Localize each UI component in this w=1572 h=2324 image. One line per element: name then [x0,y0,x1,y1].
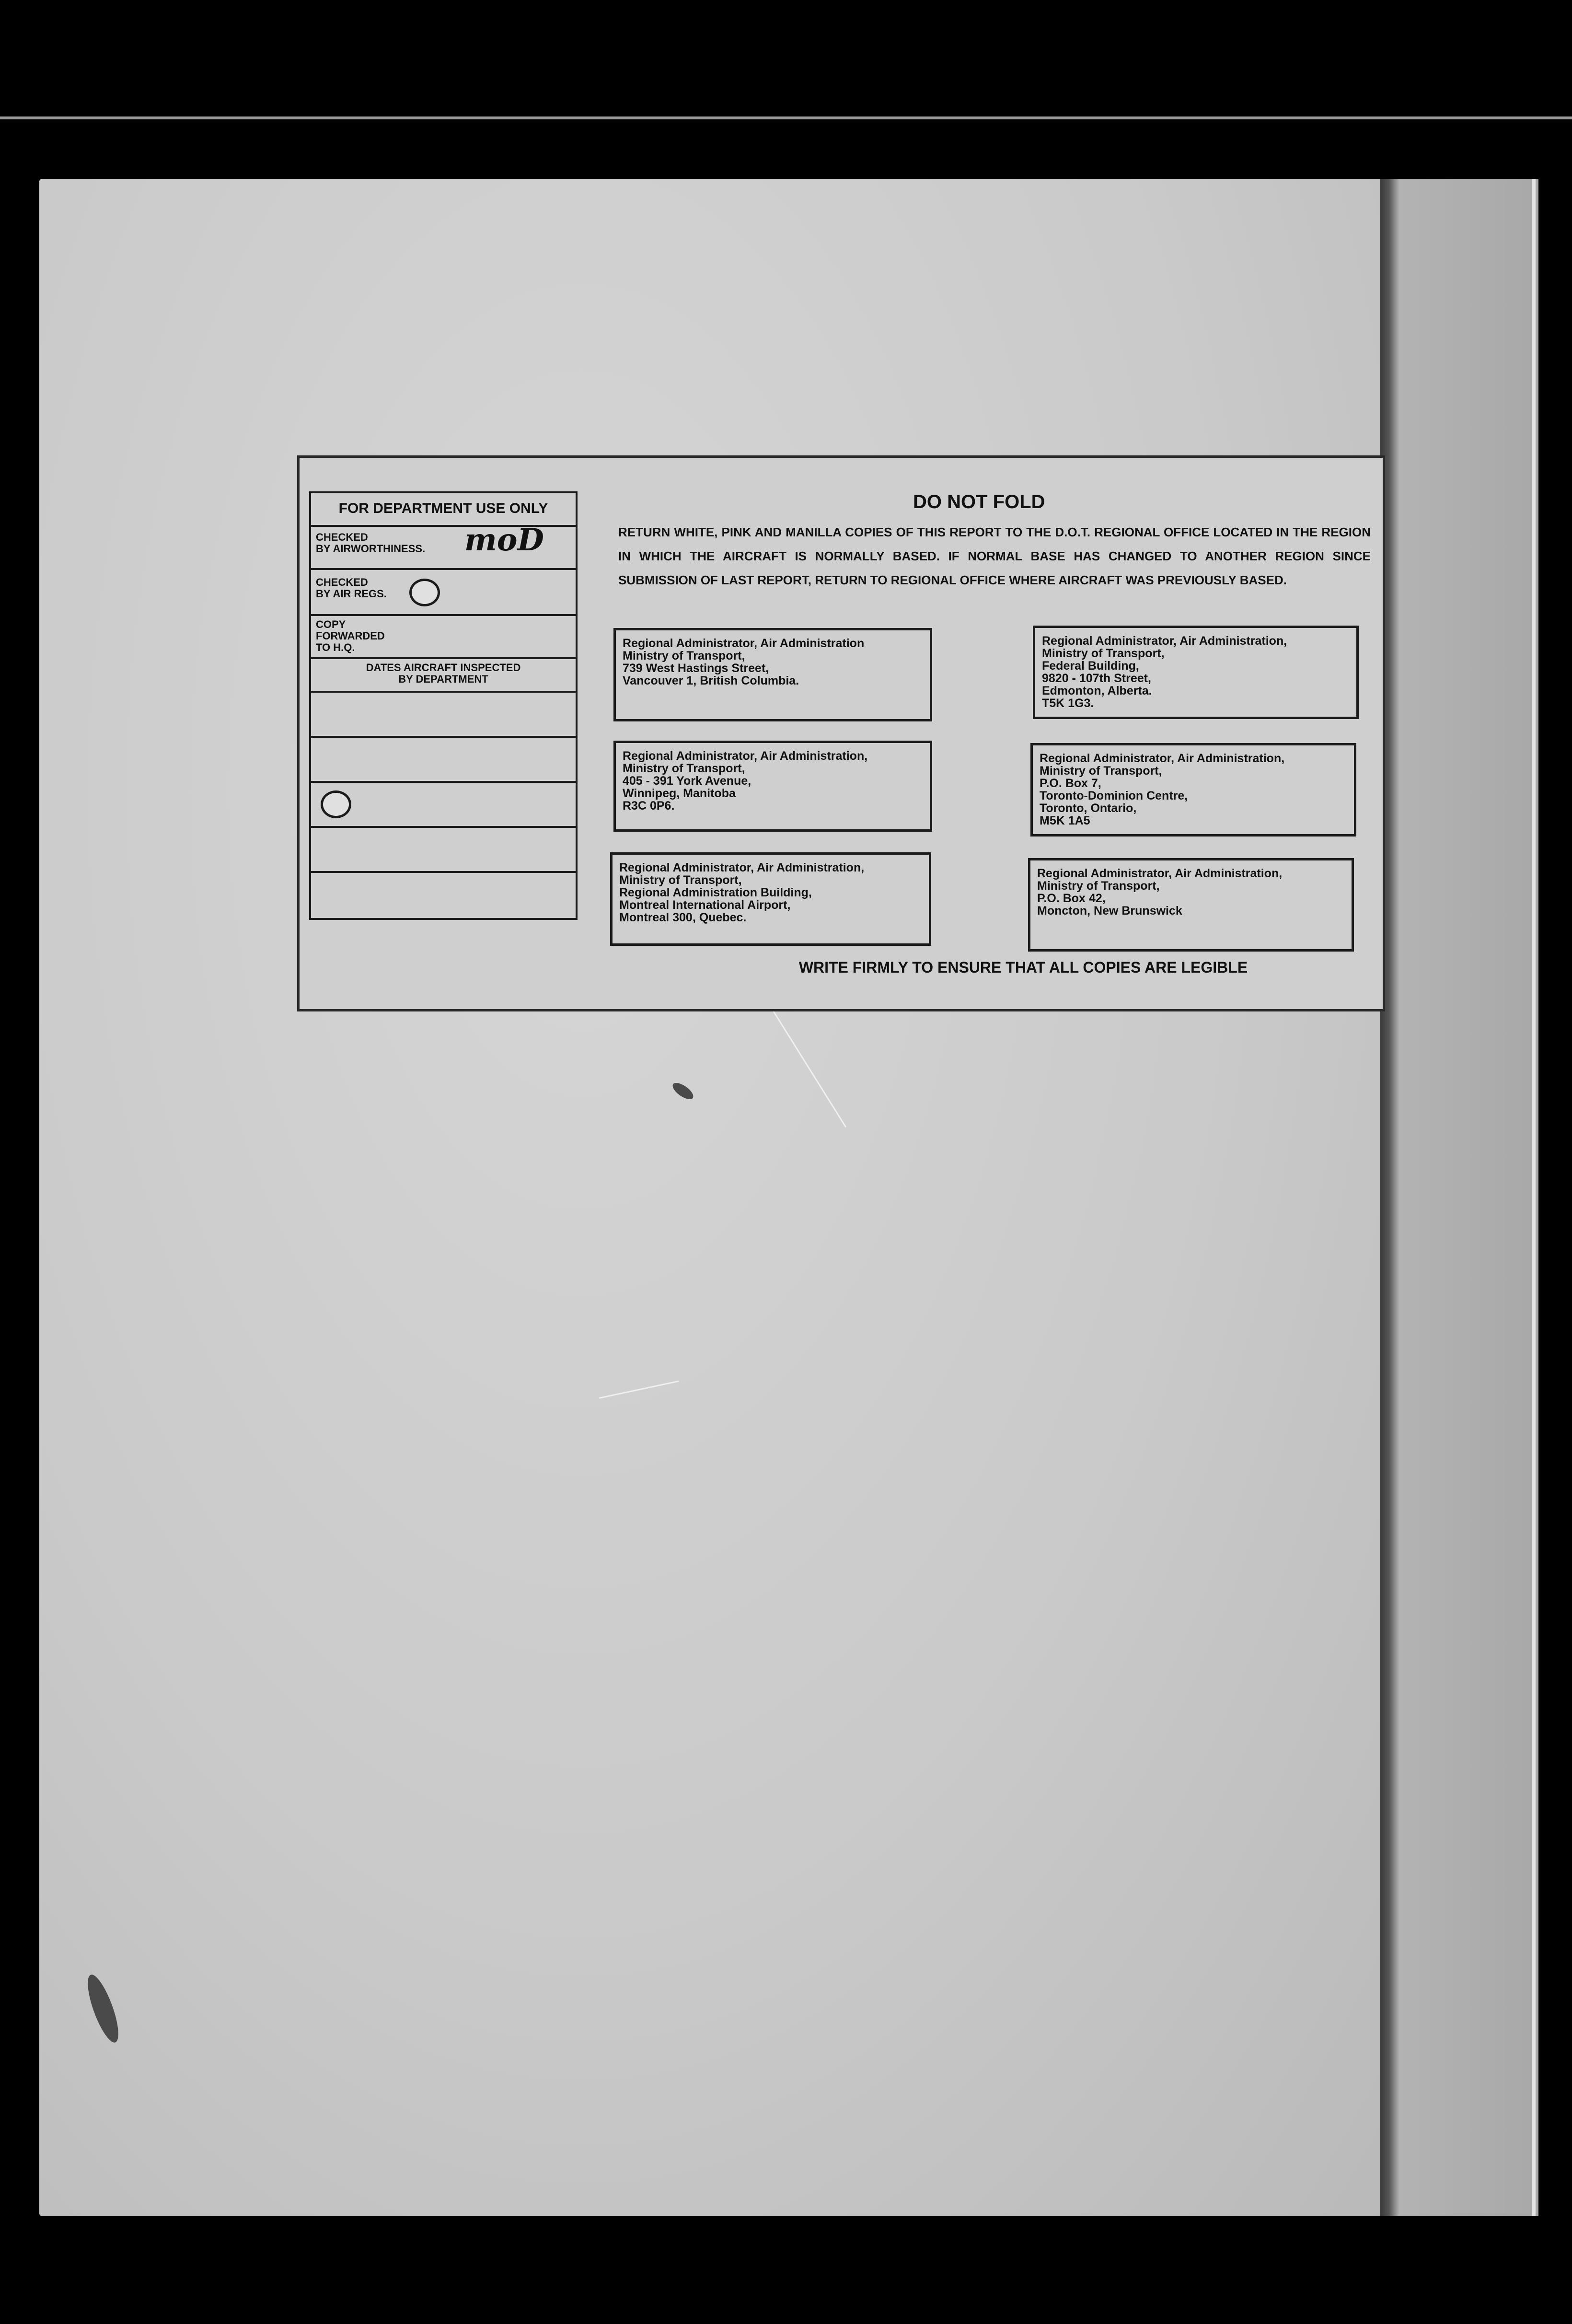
legibility-note: WRITE FIRMLY TO ENSURE THAT ALL COPIES ARE LEGIBLE [798,959,1248,976]
inspection-date-row [311,738,576,783]
inspection-date-row [311,783,576,828]
inspection-date-row [311,828,576,873]
checked-airworthiness-row: CHECKED BY AIRWORTHINESS. moD [311,527,576,570]
address-box-moncton: Regional Administrator, Air Administration, Ministry of Transport, P.O. Box 42, Moncton, New Brunswick [1028,858,1354,952]
sheet-edge [1380,179,1538,2216]
copy-forwarded-row: COPY FORWARDED TO H.Q. [311,616,576,659]
checked-air-regs-row: CHECKED BY AIR REGS. [311,570,576,616]
address-box-edmonton: Regional Administrator, Air Administration, Ministry of Transport, Federal Building, 9820 - 107th Street, Edmonton, Alberta. T5K 1G3. [1033,626,1359,719]
handwritten-initials: moD [464,522,544,558]
address-box-toronto: Regional Administrator, Air Administration, Ministry of Transport, P.O. Box 7, Toronto-Dominion Centre, Toronto, Ontario, M5K 1A5 [1030,743,1356,837]
punch-hole [321,790,351,818]
department-use-box [309,491,578,920]
inspection-date-row [311,873,576,918]
dates-inspected-header: DATES AIRCRAFT INSPECTED BY DEPARTMENT [311,659,576,693]
punch-hole [409,579,440,606]
return-instructions-label [297,455,1385,1011]
address-box-vancouver: Regional Administrator, Air Administration Ministry of Transport, 739 West Hastings Street, Vancouver 1, British Columbia. [613,628,932,721]
address-box-winnipeg: Regional Administrator, Air Administration, Ministry of Transport, 405 - 391 York Avenue, Winnipeg, Manitoba R3C 0P6. [613,741,932,832]
return-instructions-text: RETURN WHITE, PINK AND MANILLA COPIES OF THIS REPORT TO THE D.O.T. REGIONAL OFFICE LOCATED IN THE REGION IN WHICH THE AIRCRAFT IS NORMALLY BASED. IF NORMAL BASE HAS CHANGED TO ANOTHER REGION SINCE SUBMISSION OF LAST REPORT, RETURN TO REGIONAL OFFICE WHERE AIRCRAFT WAS PREVIOUSLY BASED. [618,525,1371,587]
do-not-fold-title: DO NOT FOLD [913,491,1045,512]
inspection-date-row [311,693,576,738]
address-box-montreal: Regional Administrator, Air Administration, Ministry of Transport, Regional Administration Building, Montreal International Airport, Montreal 300, Quebec. [610,852,931,946]
department-use-header: FOR DEPARTMENT USE ONLY [311,493,576,527]
scan-border-line [0,116,1572,119]
